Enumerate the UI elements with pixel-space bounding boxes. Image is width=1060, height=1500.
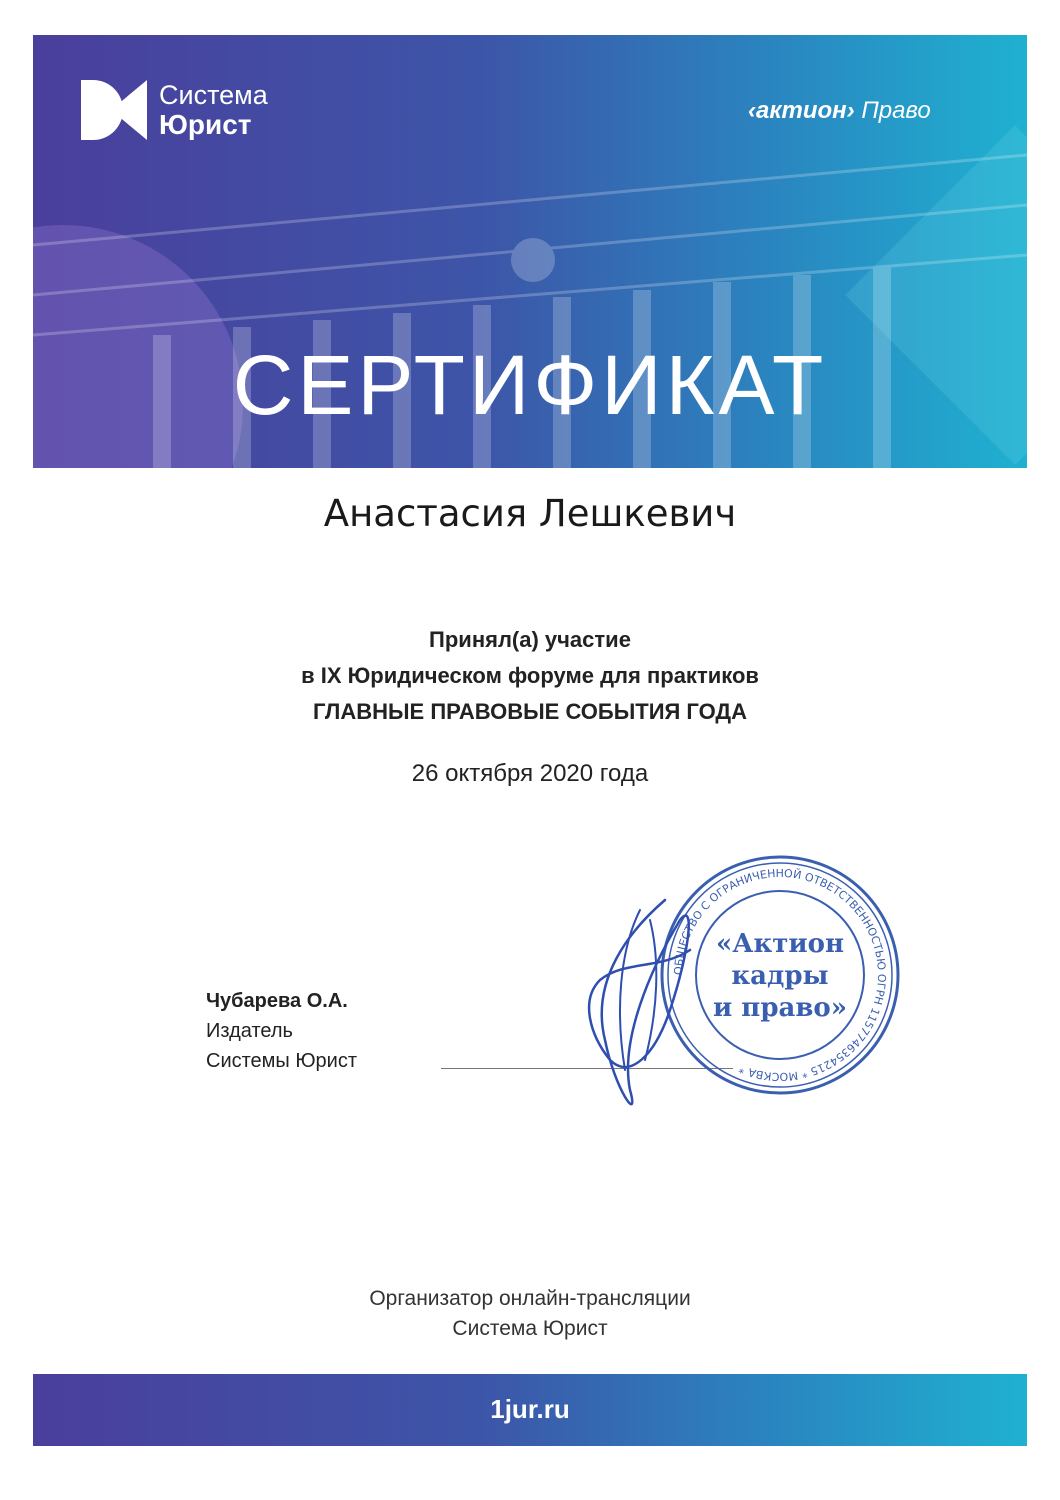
handwritten-signature xyxy=(570,890,720,1130)
organizer-block xyxy=(0,1284,1060,1344)
footer-banner xyxy=(33,1374,1027,1446)
organizer-line2: Система Юрист xyxy=(452,1317,608,1340)
signer-name: Чубарева О.А. xyxy=(206,990,348,1012)
event-date: 26 октября 2020 года xyxy=(411,760,649,787)
logo-line1: Система xyxy=(159,80,268,110)
aktion-pravo-logo xyxy=(748,97,931,125)
header-banner xyxy=(33,35,1027,468)
stamp-text-line: кадры xyxy=(731,961,829,991)
sistema-yurist-logo xyxy=(81,80,311,140)
aktion-suffix: Право xyxy=(861,97,931,124)
participation-line: Принял(а) участие xyxy=(429,627,631,652)
aktion-brand: ‹актион› xyxy=(748,97,855,124)
participation-line: в IX Юридическом форуме для практиков xyxy=(301,663,759,688)
certificate-title: СЕРТИФИКАТ xyxy=(232,338,828,432)
event-title: ГЛАВНЫЕ ПРАВОВЫЕ СОБЫТИЯ ГОДА xyxy=(313,699,747,724)
logo-line2: Юрист xyxy=(159,109,252,140)
signer-role: Издатель xyxy=(206,1020,293,1042)
stamp-text-line: «Актион xyxy=(716,929,844,959)
recipient-name: Анастасия Лешкевич xyxy=(323,492,737,535)
stamp-ring-text: ОБЩЕСТВО С ОГРАНИЧЕННОЙ ОТВЕТСТВЕННОСТЬЮ ОГРН 1157746354215 * МОСКВА * xyxy=(671,866,889,1084)
organizer-line1: Организатор онлайн-трансляции xyxy=(369,1287,691,1310)
participation-block xyxy=(0,622,1060,730)
signer-org: Системы Юрист xyxy=(206,1050,358,1072)
signer-block xyxy=(206,986,357,1076)
footer-url-link[interactable]: 1jur.ru xyxy=(490,1394,570,1424)
stamp-text-line: и право» xyxy=(712,993,848,1023)
sistema-yurist-logo-mark-icon xyxy=(81,80,147,140)
